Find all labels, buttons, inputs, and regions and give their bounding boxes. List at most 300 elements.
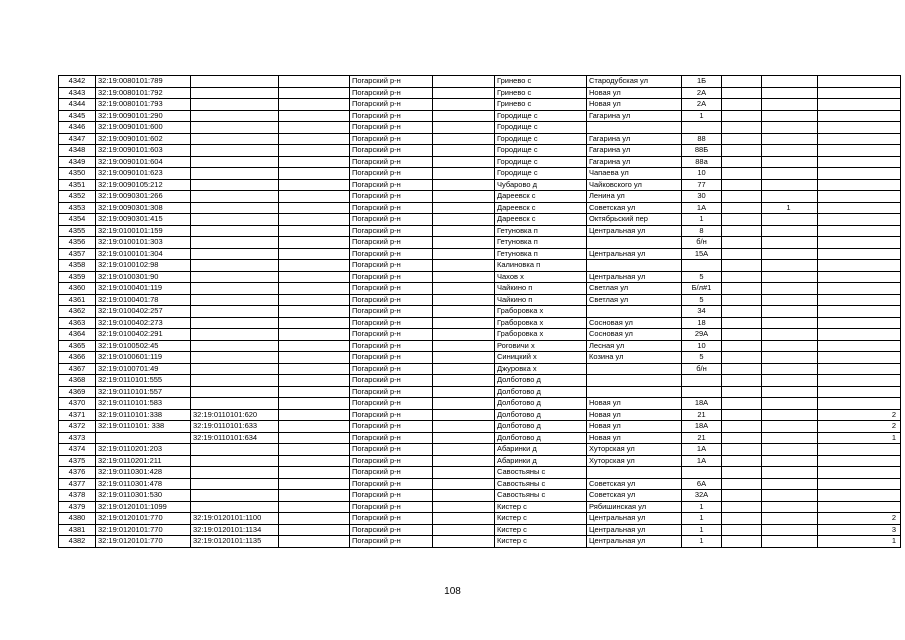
table-cell — [818, 375, 901, 387]
table-cell: Гринево с — [495, 76, 587, 88]
table-row — [59, 294, 901, 306]
table-cell: 4370 — [59, 398, 96, 410]
table-cell: 10 — [682, 168, 722, 180]
table-cell: 32:19:0090101:623 — [96, 168, 191, 180]
table-cell: 32:19:0100401:78 — [96, 294, 191, 306]
table-cell: 4375 — [59, 455, 96, 467]
table-cell: 4380 — [59, 513, 96, 525]
table-cell — [279, 168, 350, 180]
table-cell: Гетуновка п — [495, 225, 587, 237]
table-cell: Центральная ул — [587, 225, 682, 237]
table-cell — [279, 306, 350, 318]
table-cell — [762, 352, 818, 364]
table-cell — [762, 248, 818, 260]
table-cell — [191, 352, 279, 364]
table-cell — [762, 294, 818, 306]
table-cell — [722, 386, 762, 398]
table-cell — [191, 145, 279, 157]
table-cell: 2А — [682, 99, 722, 111]
table-cell — [191, 168, 279, 180]
table-cell: 32:19:0090101:604 — [96, 156, 191, 168]
table-cell: 1А — [682, 455, 722, 467]
table-cell: Погарский р-н — [350, 214, 433, 226]
table-cell — [279, 513, 350, 525]
table-cell: Городище с — [495, 133, 587, 145]
table-cell — [722, 329, 762, 341]
table-cell — [279, 478, 350, 490]
table-cell: 32:19:0090101:602 — [96, 133, 191, 145]
table-cell: Городище с — [495, 156, 587, 168]
table-cell: 32:19:0120101:770 — [96, 536, 191, 548]
table-cell: 1 — [818, 536, 901, 548]
table-cell — [722, 179, 762, 191]
table-cell — [191, 76, 279, 88]
table-cell: Погарский р-н — [350, 237, 433, 249]
table-cell — [279, 122, 350, 134]
table-cell — [433, 260, 495, 272]
table-cell — [762, 133, 818, 145]
table-cell: Новая ул — [587, 409, 682, 421]
table-cell — [762, 179, 818, 191]
table-cell: 4381 — [59, 524, 96, 536]
table-cell — [722, 248, 762, 260]
table-row — [59, 283, 901, 295]
table-cell: 4366 — [59, 352, 96, 364]
table-cell: 32:19:0120101:770 — [96, 524, 191, 536]
table-row — [59, 271, 901, 283]
table-cell — [818, 340, 901, 352]
table-cell: 32:19:0100402:257 — [96, 306, 191, 318]
table-cell: Погарский р-н — [350, 156, 433, 168]
table-cell: Погарский р-н — [350, 340, 433, 352]
table-cell: 4348 — [59, 145, 96, 157]
table-cell: 4374 — [59, 444, 96, 456]
table-cell — [433, 340, 495, 352]
table-cell — [191, 99, 279, 111]
table-cell: Погарский р-н — [350, 294, 433, 306]
table-cell — [682, 467, 722, 479]
table-cell — [191, 110, 279, 122]
table-cell — [762, 214, 818, 226]
table-cell — [279, 352, 350, 364]
table-cell: 4353 — [59, 202, 96, 214]
table-cell: Чахов х — [495, 271, 587, 283]
table-cell: 8 — [682, 225, 722, 237]
table-cell — [279, 76, 350, 88]
table-cell — [191, 214, 279, 226]
table-cell: Погарский р-н — [350, 110, 433, 122]
table-cell — [433, 283, 495, 295]
table-cell: 4376 — [59, 467, 96, 479]
table-cell — [433, 294, 495, 306]
table-cell — [818, 283, 901, 295]
table-cell: 32:19:0090301:415 — [96, 214, 191, 226]
table-cell: 5 — [682, 352, 722, 364]
table-cell — [191, 225, 279, 237]
table-cell: Советская ул — [587, 490, 682, 502]
table-cell — [722, 352, 762, 364]
table-row — [59, 156, 901, 168]
table-cell — [762, 524, 818, 536]
table-cell — [722, 524, 762, 536]
table-cell: Погарский р-н — [350, 179, 433, 191]
table-cell — [433, 363, 495, 375]
table-cell: Погарский р-н — [350, 191, 433, 203]
table-cell — [279, 501, 350, 513]
table-cell: 77 — [682, 179, 722, 191]
table-row — [59, 168, 901, 180]
table-cell — [191, 444, 279, 456]
table-row — [59, 340, 901, 352]
table-cell — [279, 421, 350, 433]
table-cell: Дареевск с — [495, 191, 587, 203]
table-cell: Погарский р-н — [350, 352, 433, 364]
table-cell — [818, 168, 901, 180]
table-cell: Гринево с — [495, 99, 587, 111]
table-cell: 32:19:0100601:119 — [96, 352, 191, 364]
table-cell: 32:19:0110101:555 — [96, 375, 191, 387]
table-cell — [96, 432, 191, 444]
table-cell — [191, 122, 279, 134]
table-cell: 32:19:0100101:304 — [96, 248, 191, 260]
table-cell — [762, 501, 818, 513]
table-cell: 32:19:0090101:290 — [96, 110, 191, 122]
table-cell: Хуторская ул — [587, 444, 682, 456]
table-cell: Погарский р-н — [350, 490, 433, 502]
table-cell: Калиновка п — [495, 260, 587, 272]
table-cell: 2А — [682, 87, 722, 99]
table-cell: Кистер с — [495, 501, 587, 513]
table-cell — [279, 271, 350, 283]
table-cell: 1 — [682, 536, 722, 548]
table-row — [59, 329, 901, 341]
table-cell: Погарский р-н — [350, 225, 433, 237]
table-cell — [818, 317, 901, 329]
table-cell: 30 — [682, 191, 722, 203]
table-cell: Погарский р-н — [350, 375, 433, 387]
table-row — [59, 76, 901, 88]
table-cell: Светлая ул — [587, 283, 682, 295]
table-cell — [279, 398, 350, 410]
table-cell — [722, 467, 762, 479]
table-cell — [191, 306, 279, 318]
table-cell: Абаринки д — [495, 444, 587, 456]
table-cell: 1 — [682, 513, 722, 525]
table-cell: 1 — [762, 202, 818, 214]
table-cell: 6А — [682, 478, 722, 490]
table-cell — [722, 490, 762, 502]
table-row — [59, 214, 901, 226]
table-cell: Городище с — [495, 168, 587, 180]
table-cell: Рябишинская ул — [587, 501, 682, 513]
table-cell: 1 — [682, 501, 722, 513]
table-cell — [433, 179, 495, 191]
table-cell — [279, 386, 350, 398]
table-cell — [818, 467, 901, 479]
table-cell: Центральная ул — [587, 536, 682, 548]
table-cell — [818, 490, 901, 502]
table-cell — [722, 133, 762, 145]
table-cell — [818, 191, 901, 203]
table-cell: Погарский р-н — [350, 363, 433, 375]
table-cell — [191, 283, 279, 295]
table-cell: 21 — [682, 432, 722, 444]
table-cell: Погарский р-н — [350, 524, 433, 536]
table-cell — [191, 133, 279, 145]
table-cell — [818, 122, 901, 134]
table-cell: Погарский р-н — [350, 398, 433, 410]
table-cell: Погарский р-н — [350, 432, 433, 444]
table-cell: 4347 — [59, 133, 96, 145]
table-cell — [433, 501, 495, 513]
table-cell — [279, 179, 350, 191]
table-cell: 4372 — [59, 421, 96, 433]
table-cell — [682, 122, 722, 134]
table-cell — [279, 99, 350, 111]
table-cell: 32:19:0100402:291 — [96, 329, 191, 341]
table-cell: Погарский р-н — [350, 168, 433, 180]
table-cell — [433, 133, 495, 145]
table-cell: 4365 — [59, 340, 96, 352]
table-cell: Октябрьский пер — [587, 214, 682, 226]
table-cell: 5 — [682, 271, 722, 283]
table-cell: Роговичи х — [495, 340, 587, 352]
table-cell — [818, 444, 901, 456]
table-cell: 2 — [818, 513, 901, 525]
table-cell — [762, 455, 818, 467]
table-cell: 4364 — [59, 329, 96, 341]
table-cell: 32:19:0100701:49 — [96, 363, 191, 375]
table-cell — [722, 145, 762, 157]
table-cell: Советская ул — [587, 478, 682, 490]
table-cell — [818, 202, 901, 214]
table-cell — [722, 122, 762, 134]
table-cell — [433, 271, 495, 283]
table-cell: Погарский р-н — [350, 99, 433, 111]
table-cell — [279, 202, 350, 214]
table-body — [59, 76, 901, 548]
table-row — [59, 317, 901, 329]
table-cell — [279, 294, 350, 306]
table-cell: 32:19:0100402:273 — [96, 317, 191, 329]
table-cell: Погарский р-н — [350, 329, 433, 341]
table-cell — [433, 398, 495, 410]
table-cell: Граборовка х — [495, 329, 587, 341]
table-cell — [433, 317, 495, 329]
table-cell — [587, 122, 682, 134]
table-row — [59, 191, 901, 203]
table-cell: 4360 — [59, 283, 96, 295]
table-cell — [433, 168, 495, 180]
table-cell: 32:19:0110301:478 — [96, 478, 191, 490]
table-cell: Погарский р-н — [350, 202, 433, 214]
table-cell — [818, 87, 901, 99]
table-cell: 32:19:0110301:428 — [96, 467, 191, 479]
table-cell: 18А — [682, 421, 722, 433]
table-cell — [818, 133, 901, 145]
table-cell — [762, 409, 818, 421]
table-row — [59, 501, 901, 513]
table-cell: Дареевск с — [495, 202, 587, 214]
table-cell — [722, 225, 762, 237]
table-cell — [762, 271, 818, 283]
table-cell: 4352 — [59, 191, 96, 203]
table-cell — [762, 168, 818, 180]
table-cell: 32А — [682, 490, 722, 502]
table-cell: Кистер с — [495, 524, 587, 536]
table-cell — [433, 214, 495, 226]
table-cell — [722, 398, 762, 410]
table-cell: Городище с — [495, 110, 587, 122]
table-cell — [818, 352, 901, 364]
table-cell — [722, 363, 762, 375]
table-cell — [818, 306, 901, 318]
table-row — [59, 145, 901, 157]
table-cell — [433, 87, 495, 99]
table-cell — [762, 375, 818, 387]
table-cell — [433, 225, 495, 237]
table-cell: Гагарина ул — [587, 110, 682, 122]
table-cell: 1А — [682, 202, 722, 214]
table-cell: Погарский р-н — [350, 536, 433, 548]
table-cell — [762, 156, 818, 168]
table-cell — [818, 398, 901, 410]
table-cell: Светлая ул — [587, 294, 682, 306]
table-cell: 4343 — [59, 87, 96, 99]
table-cell: Погарский р-н — [350, 467, 433, 479]
table-cell — [279, 87, 350, 99]
table-cell: Долботово д — [495, 432, 587, 444]
table-cell — [818, 214, 901, 226]
table-cell — [818, 386, 901, 398]
table-row — [59, 409, 901, 421]
table-cell — [279, 329, 350, 341]
table-cell — [191, 156, 279, 168]
table-cell — [279, 248, 350, 260]
table-cell: Погарский р-н — [350, 444, 433, 456]
table-cell — [762, 536, 818, 548]
table-cell — [818, 145, 901, 157]
table-cell: Чайкино п — [495, 283, 587, 295]
table-cell: Кистер с — [495, 513, 587, 525]
table-cell — [433, 191, 495, 203]
table-cell — [722, 501, 762, 513]
table-cell — [279, 409, 350, 421]
table-cell — [433, 202, 495, 214]
table-cell — [762, 398, 818, 410]
table-cell — [433, 76, 495, 88]
table-cell: 15А — [682, 248, 722, 260]
table-cell — [762, 478, 818, 490]
table-cell — [818, 76, 901, 88]
table-cell: 4378 — [59, 490, 96, 502]
table-cell: Долботово д — [495, 421, 587, 433]
table-cell: 4379 — [59, 501, 96, 513]
table-cell: 4369 — [59, 386, 96, 398]
table-cell — [722, 237, 762, 249]
table-cell: 4367 — [59, 363, 96, 375]
table-cell — [722, 375, 762, 387]
table-cell — [682, 386, 722, 398]
table-cell — [722, 409, 762, 421]
table-cell: Граборовка х — [495, 306, 587, 318]
table-cell: 32:19:0090301:308 — [96, 202, 191, 214]
table-cell: Хуторская ул — [587, 455, 682, 467]
table-cell: 32:19:0100401:119 — [96, 283, 191, 295]
table-cell: Дареевск с — [495, 214, 587, 226]
table-cell — [433, 409, 495, 421]
table-cell — [818, 478, 901, 490]
table-cell — [433, 421, 495, 433]
table-cell: Новая ул — [587, 398, 682, 410]
table-cell — [191, 271, 279, 283]
page-number: 108 — [444, 586, 461, 597]
table-cell: Сосновая ул — [587, 317, 682, 329]
table-cell: Чайковского ул — [587, 179, 682, 191]
table-cell — [722, 432, 762, 444]
table-cell — [433, 99, 495, 111]
table-row — [59, 536, 901, 548]
table-cell: 32:19:0120101:1099 — [96, 501, 191, 513]
table-cell — [433, 386, 495, 398]
table-cell: Кистер с — [495, 536, 587, 548]
table-cell: 32:19:0110201:203 — [96, 444, 191, 456]
table-cell: 4362 — [59, 306, 96, 318]
table-cell — [433, 237, 495, 249]
table-cell — [433, 375, 495, 387]
table-cell — [587, 363, 682, 375]
table-cell: 18 — [682, 317, 722, 329]
table-cell: 18А — [682, 398, 722, 410]
table-cell: б/н — [682, 237, 722, 249]
table-cell: Погарский р-н — [350, 513, 433, 525]
table-cell — [191, 87, 279, 99]
table-cell — [433, 306, 495, 318]
table-cell: Погарский р-н — [350, 76, 433, 88]
table-cell: 32:19:0100502:45 — [96, 340, 191, 352]
table-cell — [722, 156, 762, 168]
table-cell — [762, 122, 818, 134]
table-cell: 4377 — [59, 478, 96, 490]
table-cell: Советская ул — [587, 202, 682, 214]
table-cell — [279, 260, 350, 272]
table-cell — [762, 76, 818, 88]
table-cell — [722, 168, 762, 180]
table-cell — [279, 317, 350, 329]
table-cell — [191, 386, 279, 398]
table-cell: 1А — [682, 444, 722, 456]
table-cell: 32:19:0120101:1100 — [191, 513, 279, 525]
table-cell: 32:19:0110101: 338 — [96, 421, 191, 433]
table-cell: 4359 — [59, 271, 96, 283]
table-cell — [818, 156, 901, 168]
table-cell — [818, 501, 901, 513]
table-cell — [762, 99, 818, 111]
table-cell: 29А — [682, 329, 722, 341]
table-cell — [818, 110, 901, 122]
table-cell: 2 — [818, 409, 901, 421]
table-cell: Центральная ул — [587, 513, 682, 525]
table-cell: 32:19:0110201:211 — [96, 455, 191, 467]
table-row — [59, 122, 901, 134]
table-cell — [762, 329, 818, 341]
table-cell — [762, 467, 818, 479]
table-cell: 32:19:0110101:633 — [191, 421, 279, 433]
table-cell — [722, 444, 762, 456]
table-cell: Новая ул — [587, 421, 682, 433]
table-cell — [722, 513, 762, 525]
table-cell: 32:19:0120101:1135 — [191, 536, 279, 548]
